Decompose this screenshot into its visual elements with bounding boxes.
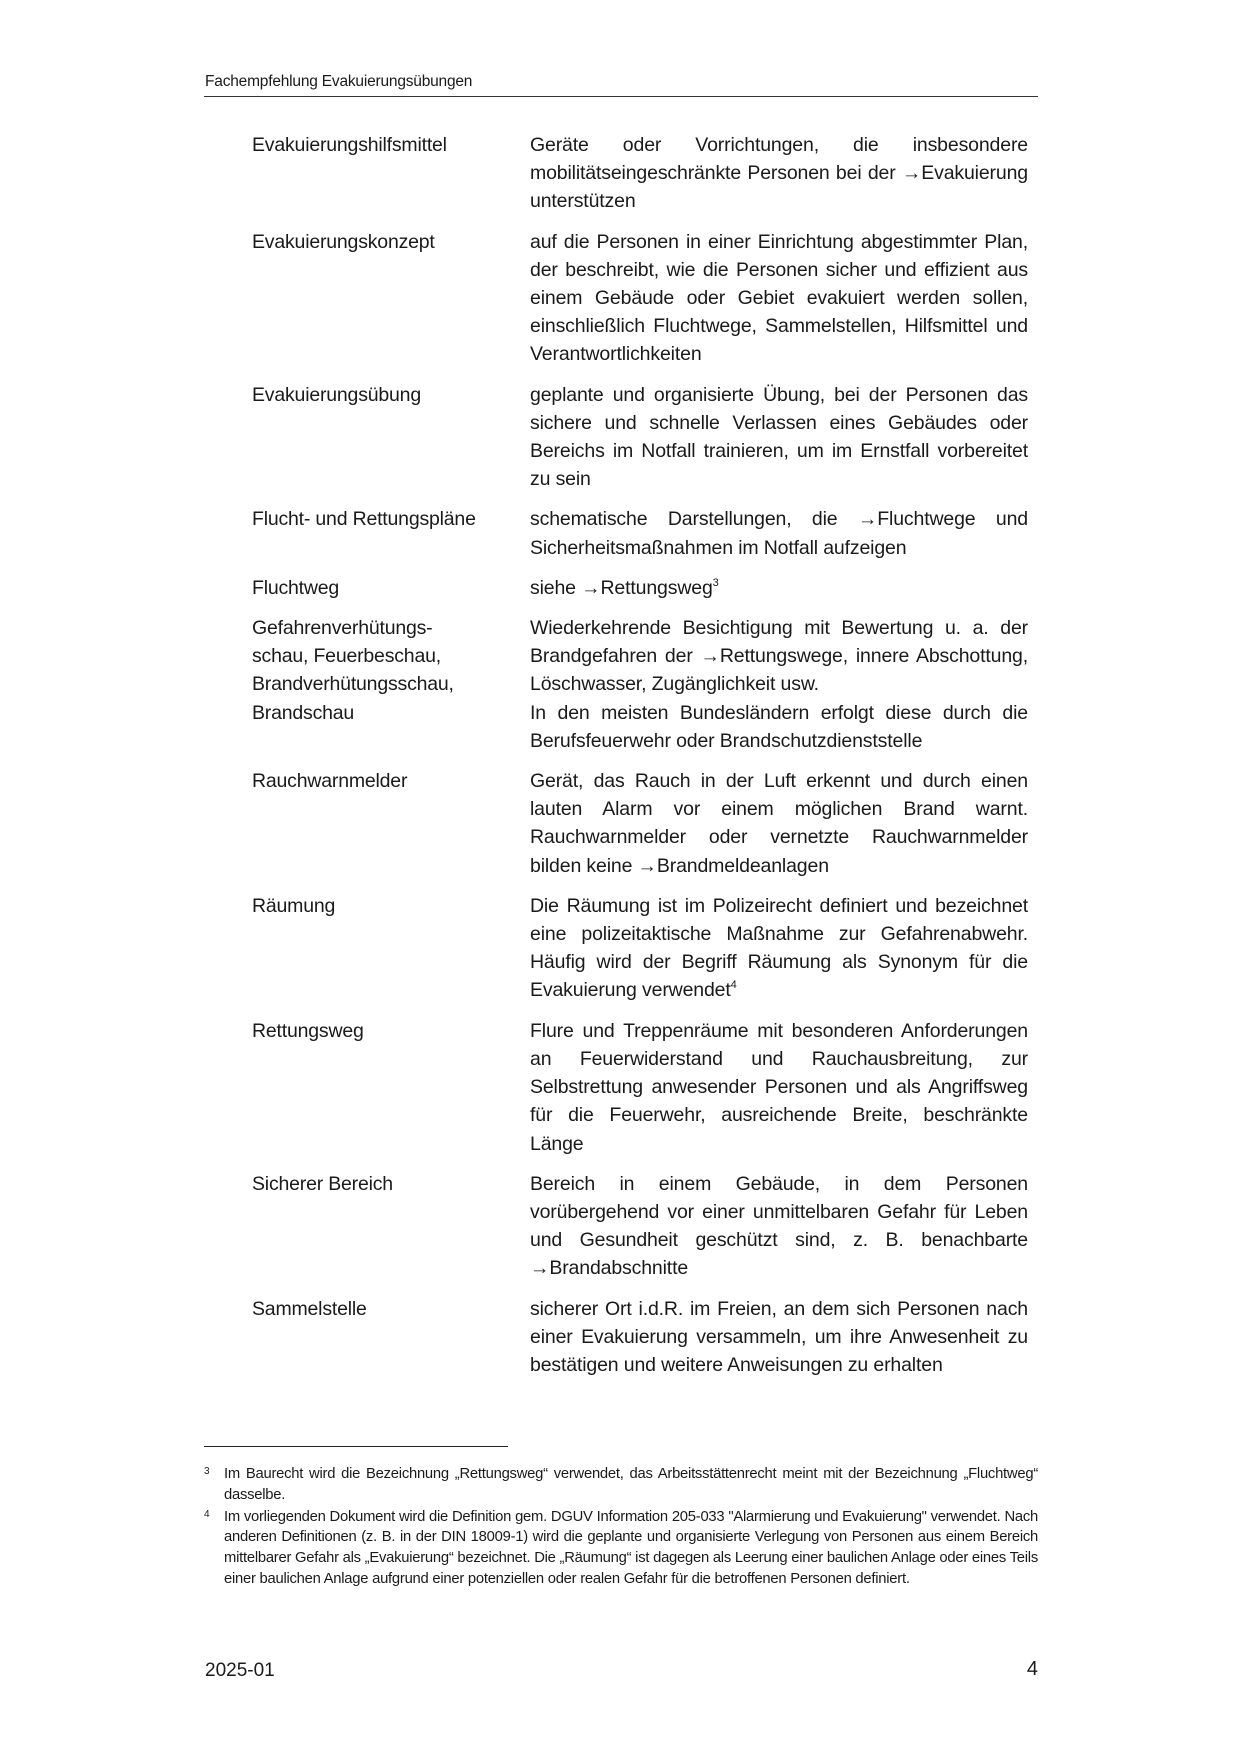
glossary-definition: Geräte oder Vorrichtungen, die insbesondere mobilitätseingeschränkte Personen bei der →Evakuierung unterstützen — [530, 134, 1028, 213]
footnote — [204, 1507, 1038, 1590]
glossary-term: Evakuierungsübung — [252, 383, 421, 406]
glossary-entry — [252, 574, 1028, 602]
glossary-list — [252, 131, 1028, 1391]
glossary-term: Rauchwarnmelder — [252, 770, 408, 793]
glossary-term: Rettungsweg — [252, 1019, 364, 1042]
footnote — [204, 1464, 1038, 1506]
glossary-definition: Die Räumung ist im Polizeirecht definiert und bezeichnet eine polizeitaktische Maßnahme zur Gefahrenabwehr. Häufig wird der Begriff Räumung als Synonym für die Evakuierung verwendet$^4$ — [530, 894, 1028, 1002]
footnotes — [204, 1464, 1038, 1591]
glossary-term: Fluchtweg — [252, 576, 340, 599]
glossary-entry — [252, 131, 1028, 216]
glossary-entry — [252, 228, 1028, 369]
glossary-definition: geplante und organisierte Übung, bei der Personen das sichere und schnelle Verlassen eines Gebäudes oder Bereichs im Notfall trainieren, um im Ernstfall vorbereitet zu sein — [530, 383, 1028, 491]
glossary-term: Sicherer Bereich — [252, 1172, 393, 1195]
glossary-entry — [252, 1295, 1028, 1380]
page-number: 4 — [1026, 1658, 1038, 1680]
glossary-entry — [252, 381, 1028, 494]
footnote-ref[interactable]: 4 — [730, 979, 737, 992]
glossary-definition: siehe →Rettungsweg$^3$ — [530, 576, 719, 599]
glossary-term: Evakuierungshilfsmittel — [252, 134, 447, 156]
footnote-number: 3 — [204, 1466, 210, 1477]
glossary-definition: auf die Personen in einer Einrichtung abgestimmter Plan, der beschreibt, wie die Personen sicher und effizient aus einem Gebäude oder Gebiet evakuiert werden sollen, einschließlich Fluchtwege, Sammelstellen, Hilfsmittel und Verantwortlichkeiten — [530, 230, 1028, 366]
glossary-term: Räumung — [252, 894, 336, 917]
footnote-number: 4 — [204, 1508, 210, 1520]
glossary-term: Flucht- und Rettungspläne — [252, 508, 476, 531]
glossary-definition: Bereich in einem Gebäude, in dem Personen vorübergehend vor einer unmittelbaren Gefahr für Leben und Gesundheit geschützt sind, z. B. benachbarte →Brandabschnitte — [530, 1172, 1028, 1280]
running-header: Fachempfehlung Evakuierungsübungen — [205, 73, 473, 90]
glossary-definition: Flure und Treppenräume mit besonderen Anforderungen an Feuerwiderstand und Rauchausbreitung, zur Selbstrettung anwesender Personen und als Angriffsweg für die Feuerwehr, ausreichende Breite, beschränkte Länge — [530, 1019, 1028, 1155]
header-rule — [204, 96, 1038, 97]
glossary-entry — [252, 614, 1028, 755]
glossary-entry — [252, 1170, 1028, 1283]
glossary-entry — [252, 767, 1028, 880]
glossary-term: Sammelstelle — [252, 1297, 367, 1320]
glossary-definition: sicherer Ort i.d.R. im Freien, an dem sich Personen nach einer Evakuierung versammeln, um ihre Anwesenheit zu bestätigen und weitere Anweisungen zu erhalten — [530, 1297, 1028, 1376]
glossary-entry — [252, 505, 1028, 561]
glossary-definition: schematische Darstellungen, die →Fluchtwege und Sicherheitsmaßnahmen im Notfall aufzeigen — [530, 508, 1028, 559]
glossary-definition: Gerät, das Rauch in der Luft erkennt und durch einen lauten Alarm vor einem möglichen Brand warnt. Rauchwarnmelder oder vernetzte Rauchwarnmelder bilden keine →Brandmeldeanlagen — [530, 770, 1028, 877]
glossary-term: Evakuierungskonzept — [252, 230, 435, 253]
glossary-term: Gefahrenverhütungs- schau, Feuerbeschau, Brandverhütungsschau, Brandschau — [252, 617, 454, 724]
footer-date: 2025-01 — [205, 1660, 275, 1681]
footnote-text: Im vorliegenden Dokument wird die Definition gem. DGUV Information 205-033 "Alarmierung und Evakuierung" verwendet. Nach anderen Definitionen (z. B. in der DIN 18009-1) wird die geplante und organisierte Verlegung von Personen aus einem Bereich mittelbarer Gefahr als „Evakuierung“ bezeichnet. Die „Räumung“ ist dagegen als Leerung einer baulichen Anlage oder eines Teils einer baulichen Anlage aufgrund einer potenziellen oder realen Gefahr für die betroffenen Personen definiert. — [224, 1508, 1038, 1587]
glossary-definition: Wiederkehrende Besichtigung mit Bewertung u. a. der Brandgefahren der →Rettungswege, innere Abschottung, Löschwasser, Zugänglichkeit usw. In den meisten Bundesländern erfolgt diese durch die Berufsfeuerwehr oder Brandschutzdienststelle — [530, 617, 1028, 752]
glossary-entry — [252, 1017, 1028, 1158]
footnote-separator — [204, 1446, 508, 1447]
glossary-entry — [252, 892, 1028, 1005]
footnote-text: Im Baurecht wird die Bezeichnung „Rettungsweg“ verwendet, das Arbeitsstättenrecht meint mit der Bezeichnung „Fluchtweg“ dasselbe. — [224, 1466, 1038, 1503]
footnote-ref[interactable]: 3 — [712, 576, 719, 589]
